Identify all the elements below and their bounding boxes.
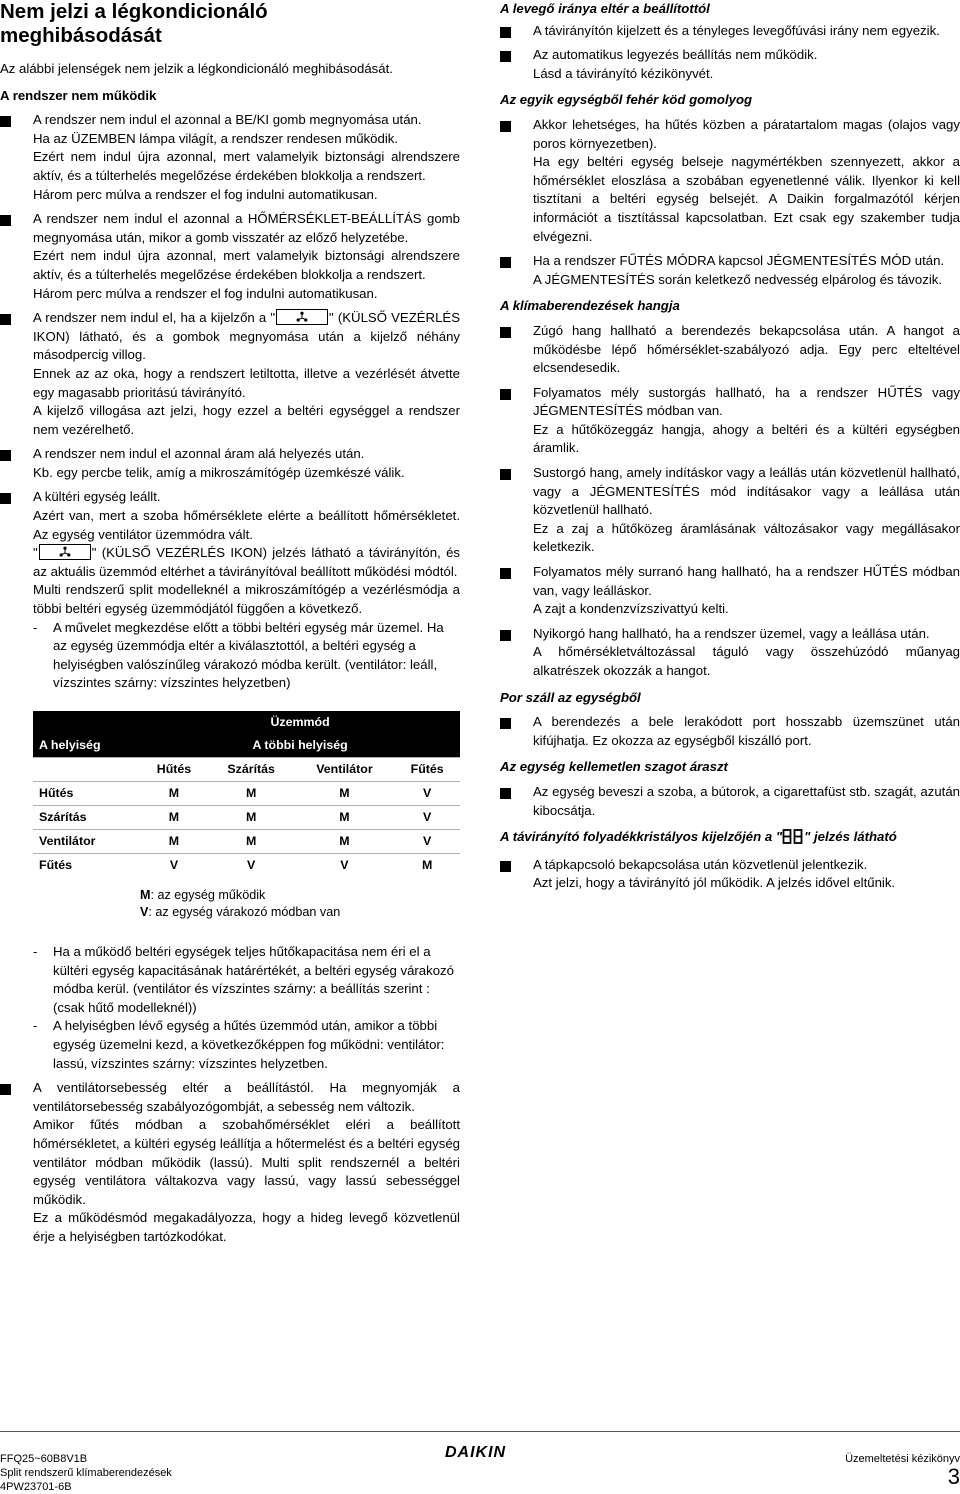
item-text: Ezért nem indul újra azonnal, mert valamelyik biztonsági alrendszere aktív, és a túlterhelés megelőzése érdekében blokkolja a rendszert. bbox=[33, 248, 460, 282]
item-text: Három perc múlva a rendszer el fog indulni automatikusan. bbox=[33, 285, 378, 301]
bullet-icon bbox=[500, 630, 511, 641]
list-item bbox=[500, 783, 960, 820]
item-text: A tápkapcsoló bekapcsolása után közvetlenül jelentkezik. bbox=[533, 856, 868, 872]
right-column bbox=[500, 0, 960, 893]
item-text: Multi rendszerű split modelleknél a mikroszámítógép a vezérlésmódja a többi beltéri egység üzemmódjától függően a következő. bbox=[33, 582, 460, 617]
bullet-icon bbox=[0, 493, 11, 504]
item-text: Azt jelzi, hogy a távirányító jól működik. A jelzés idővel eltűnik. bbox=[533, 875, 896, 891]
section-heading-air-direction: A levegő iránya eltér a beállítottól bbox=[500, 1, 710, 16]
table-cell: V bbox=[208, 854, 295, 878]
table-cell: M bbox=[208, 782, 295, 806]
list-item bbox=[500, 22, 960, 41]
table-row-label: Hűtés bbox=[33, 782, 140, 806]
item-text: A berendezés a bele lerakódott port hosszabb üzemszünet után kifújhatja. Ez okozza az egységből kiszálló port. bbox=[533, 714, 960, 748]
item-text: Három perc múlva a rendszer el fog indulni automatikusan. bbox=[33, 186, 378, 202]
footer-subtitle: Split rendszerű klímaberendezések bbox=[0, 1467, 172, 1479]
section-heading-noise: A klímaberendezések hangja bbox=[500, 298, 680, 314]
list-item bbox=[0, 111, 460, 204]
section-heading-dust: Por száll az egységből bbox=[500, 689, 641, 705]
table-column-header: Ventilátor bbox=[295, 758, 395, 782]
footer-doc-number: 4PW23701-6B bbox=[0, 1481, 72, 1493]
table-column-header: Fűtés bbox=[394, 758, 460, 782]
item-text: A kijelző villogása azt jelzi, hogy ezzel a beltéri egységgel a rendszer nem vezérelhető. bbox=[33, 403, 460, 437]
title-line-2: meghibásodását bbox=[0, 24, 162, 47]
section-heading-odor: Az egység kellemetlen szagot áraszt bbox=[500, 759, 728, 775]
section-heading-white-mist: Az egyik egységből fehér köd gomolyog bbox=[500, 92, 753, 108]
item-text: A művelet megkezdése előtt a többi beltéri egység már üzemel. Ha az egység üzemmódja eltér a kiválasztottól, a beltéri egység a helyiségben valószínűleg várakozó módba került. (ventilátor: leáll, vízszintes szárny: vízszintes helyzetben) bbox=[53, 619, 444, 691]
item-text: Folyamatos mély surranó hang hallható, ha a rendszer HŰTÉS módban van, vagy leálláskor. bbox=[533, 564, 960, 598]
list-item bbox=[0, 210, 460, 303]
list-item bbox=[500, 252, 960, 289]
list-item bbox=[0, 1079, 460, 1246]
item-text: Ha egy beltéri egység belseje nagymértékben szennyezett, akkor a hőmérséklet eloszlása a szobában egyenetlenné válik. Ilyenkor ki kell tisztítani a beltéri egység belsejét. A Daikin forgalmazótól kérjen információt a tisztítással kapcsolatban. Ezt csak egy szakember tudja elvégezni. bbox=[533, 154, 960, 244]
table-cell: M bbox=[140, 782, 208, 806]
item-text: Ez a zaj a hűtőközeg áramlásának változásakor vagy megállásakor keletkezik. bbox=[533, 520, 960, 555]
item-text: A rendszer nem indul el, ha a kijelzőn a " " (KÜLSŐ VEZÉRLÉS IKON) látható, és a gombok megnyomása után a kijelző néhány másodpercig villog. bbox=[33, 310, 460, 363]
page-number: 3 bbox=[947, 1464, 960, 1489]
item-text: " " (KÜLSŐ VEZÉRLÉS IKON) jelzés látható a távirányítón, és az aktuális üzemmód eltérhet a távirányítóval beállított működési módtól. bbox=[33, 545, 460, 579]
bullet-icon bbox=[500, 718, 511, 729]
dash-item: - A művelet megkezdése előtt a többi beltéri egység már üzemel. Ha az egység üzemmódja eltér a kiválasztottól, a beltéri egység a helyiségben valószínűleg várakozó módba került. (ventilátor: leáll, vízszintes szárny: vízszintes helyzetben) bbox=[33, 619, 460, 693]
mode-table bbox=[33, 711, 460, 877]
bullet-icon bbox=[500, 27, 511, 38]
bullet-icon bbox=[500, 257, 511, 268]
item-text: Akkor lehetséges, ha hűtés közben a páratartalom magas (olajos vagy poros környezetben). bbox=[533, 116, 960, 151]
item-text: A ventilátorsebesség eltér a beállítástól. Ha megnyomják a ventilátorsebesség szabályozógombját, a sebesség nem változik. bbox=[33, 1080, 460, 1114]
list-item bbox=[500, 625, 960, 681]
bullet-icon bbox=[500, 861, 511, 872]
external-control-icon bbox=[39, 544, 91, 560]
lcd-88-icon bbox=[782, 829, 804, 850]
footer-model: FFQ25~60B8V1B bbox=[0, 1453, 88, 1465]
table-header-room: A helyiség bbox=[33, 734, 140, 758]
table-cell: M bbox=[295, 830, 395, 854]
list-item bbox=[500, 322, 960, 378]
table-row bbox=[33, 806, 460, 830]
intro-text: Az alábbi jelenségek nem jelzik a légkondicionáló meghibásodását. bbox=[0, 61, 393, 76]
item-text: Ha az ÜZEMBEN lámpa világít, a rendszer rendesen működik. bbox=[33, 130, 399, 146]
table-cell: M bbox=[208, 830, 295, 854]
item-text: Ezért nem indul újra azonnal, mert valamelyik biztonsági alrendszere aktív, és a túlterhelés megelőzése érdekében blokkolja a rendszert. bbox=[33, 149, 460, 183]
item-text: Nyikorgó hang hallható, ha a rendszer üzemel, vagy a leállása után. bbox=[533, 625, 930, 641]
dash-item: - Ha a működő beltéri egységek teljes hűtőkapacitása nem éri el a kültéri egység kapacitásának határértékét, a beltéri egység várakozó módba kerül. (ventilátor és vízszintes szárny: a beállítás szerint : (csak hűtő modelleknél)) bbox=[33, 943, 460, 1017]
table-column-header: Hűtés bbox=[140, 758, 208, 782]
footer-right bbox=[845, 1452, 960, 1488]
table-row-label: Ventilátor bbox=[33, 830, 140, 854]
table-column-header: Szárítás bbox=[208, 758, 295, 782]
item-text: Ez a hűtőközeggáz hangja, ahogy a beltéri és a kültéri egységben áramlik. bbox=[533, 421, 960, 456]
title-line-1: Nem jelzi a légkondicionáló bbox=[0, 0, 268, 23]
item-text: Ha a rendszer FŰTÉS MÓDRA kapcsol JÉGMENTESÍTÉS MÓD után. bbox=[533, 253, 945, 269]
item-text: A hőmérsékletváltozással táguló vagy összehúzódó műanyag alkatrészek okozzák a hangot. bbox=[533, 644, 960, 678]
table-header-other-rooms: A többi helyiség bbox=[140, 734, 460, 758]
list-item bbox=[0, 445, 460, 482]
item-text: Azért van, mert a szoba hőmérséklete elérte a beállított hőmérsékletet. Az egység ventilátor üzemmódra vált. bbox=[33, 508, 460, 542]
item-text: Lásd a távirányító kézikönyvét. bbox=[533, 65, 714, 81]
dash-item: - A helyiségben lévő egység a hűtés üzemmód után, amikor a többi egység üzemelni kezd, a következőképpen fog működni: ventilátor: lassú, vízszintes szárny: vízszintes helyzetben. bbox=[33, 1017, 460, 1073]
footer-manual: Üzemeltetési kézikönyv bbox=[845, 1453, 960, 1465]
table-row bbox=[33, 830, 460, 854]
bullet-icon bbox=[0, 215, 11, 226]
item-text: A rendszer nem indul el azonnal áram alá helyezés után. bbox=[33, 446, 365, 462]
item-text: Zúgó hang hallható a berendezés bekapcsolása után. A hangot a működésbe lépő hőmérséklet-szabályozó adja. Egy perc elteltével elcsendesedik. bbox=[533, 322, 960, 376]
list-item bbox=[500, 713, 960, 750]
table-cell: V bbox=[140, 854, 208, 878]
bullet-icon bbox=[500, 51, 511, 62]
left-column bbox=[0, 0, 460, 1247]
table-row-label: Szárítás bbox=[33, 806, 140, 830]
item-text: A zajt a kondenzvízszivattyú kelti. bbox=[533, 601, 729, 617]
table-row bbox=[33, 782, 460, 806]
item-text: Ha a működő beltéri egységek teljes hűtőkapacitása nem éri el a kültéri egység kapacitásának határértékét, a beltéri egység várakozó módba kerül. (ventilátor és vízszintes szárny: a beállítás szerint : (csak hűtő modelleknél)) bbox=[53, 944, 454, 1015]
item-text: Ez a működésmód megakadályozza, hogy a hideg levegő közvetlenül érje a helyiségben tartózkodókat. bbox=[33, 1210, 460, 1244]
bullet-icon bbox=[500, 389, 511, 400]
item-text: Ennek az az oka, hogy a rendszert letiltotta, illetve a vezérlését átvette egy magasabb prioritású távirányító. bbox=[33, 365, 460, 400]
item-text: A távirányítón kijelzett és a tényleges levegőfúvási irány nem egyezik. bbox=[533, 22, 940, 38]
table-row bbox=[33, 854, 460, 878]
bullet-icon bbox=[0, 314, 11, 325]
item-text: A rendszer nem indul el azonnal a BE/KI gomb megnyomása után. bbox=[33, 112, 422, 128]
footer-left bbox=[0, 1452, 172, 1494]
section-heading-system-not-working: A rendszer nem működik bbox=[0, 87, 157, 103]
footer-divider bbox=[0, 1431, 960, 1432]
section-heading-lcd-indicator: A távirányító folyadékkristályos kijelzőjén a " " jelzés látható bbox=[500, 828, 960, 850]
list-item bbox=[500, 856, 960, 893]
dash-list bbox=[0, 943, 460, 1073]
daikin-logo: DAIKIN bbox=[445, 1444, 507, 1461]
list-item bbox=[500, 384, 960, 458]
item-text: Amikor fűtés módban a szobahőmérséklet eléri a beállított hőmérsékletet, a kültéri egység leállítja a hőtermelést és a beltéri egység ventilátor módban működik (lassú). Multi split rendszernél a beltéri egység ventilátora váltakozva vagy lassú, vagy lassú sebességgel működik. bbox=[33, 1117, 460, 1207]
list-item bbox=[0, 309, 460, 439]
page-title bbox=[0, 0, 460, 48]
bullet-icon bbox=[500, 788, 511, 799]
bullet-icon bbox=[500, 568, 511, 579]
bullet-icon bbox=[500, 121, 511, 132]
table-cell: M bbox=[140, 806, 208, 830]
bullet-icon bbox=[500, 469, 511, 480]
list-item bbox=[0, 488, 460, 693]
bullet-icon bbox=[0, 1084, 11, 1095]
table-cell: M bbox=[394, 854, 460, 878]
item-text: Sustorgó hang, amely indításkor vagy a leállás után közvetlenül hallható, vagy a JÉGMENTESÍTÉS mód indításakor vagy a leállása után közvetlenül hallható. bbox=[533, 465, 960, 518]
table-legend: M: az egység működik V: az egység várakozó módban van bbox=[140, 888, 341, 919]
table-header-mode: Üzemmód bbox=[140, 711, 460, 734]
external-control-icon bbox=[276, 309, 328, 325]
table-cell: M bbox=[295, 806, 395, 830]
table-cell: M bbox=[208, 806, 295, 830]
list-item bbox=[500, 464, 960, 557]
table-cell: V bbox=[295, 854, 395, 878]
bullet-icon bbox=[500, 327, 511, 338]
item-text: Az egység beveszi a szoba, a bútorok, a cigarettafüst stb. szagát, azután kibocsátja. bbox=[533, 783, 960, 818]
item-text: Az automatikus legyezés beállítás nem működik. bbox=[533, 47, 818, 63]
table-cell: V bbox=[394, 782, 460, 806]
item-text: A kültéri egység leállt. bbox=[33, 489, 161, 505]
item-text: A JÉGMENTESÍTÉS során keletkező nedvesség elpárolog és távozik. bbox=[533, 271, 943, 287]
list-item bbox=[500, 563, 960, 619]
item-text: A rendszer nem indul el azonnal a HŐMÉRSÉKLET-BEÁLLÍTÁS gomb megnyomása után, mikor a gomb visszatér az előző helyzetébe. bbox=[33, 211, 460, 245]
table-cell: M bbox=[140, 830, 208, 854]
list-item bbox=[500, 46, 960, 83]
table-cell: M bbox=[295, 782, 395, 806]
item-text: A helyiségben lévő egység a hűtés üzemmód után, amikor a többi egység üzemelni kezd, a következőképpen fog működni: ventilátor: lassú, vízszintes szárny: vízszintes helyzetben. bbox=[53, 1018, 445, 1071]
bullet-icon bbox=[0, 116, 11, 127]
table-row-label: Fűtés bbox=[33, 854, 140, 878]
item-text: Folyamatos mély sustorgás hallható, ha a rendszer HŰTÉS vagy JÉGMENTESÍTÉS módban van. bbox=[533, 384, 960, 419]
table-cell: V bbox=[394, 806, 460, 830]
item-text: Kb. egy percbe telik, amíg a mikroszámítógép üzemkészé válik. bbox=[33, 464, 405, 480]
bullet-icon bbox=[0, 450, 11, 461]
list-item bbox=[500, 116, 960, 246]
table-cell: V bbox=[394, 830, 460, 854]
